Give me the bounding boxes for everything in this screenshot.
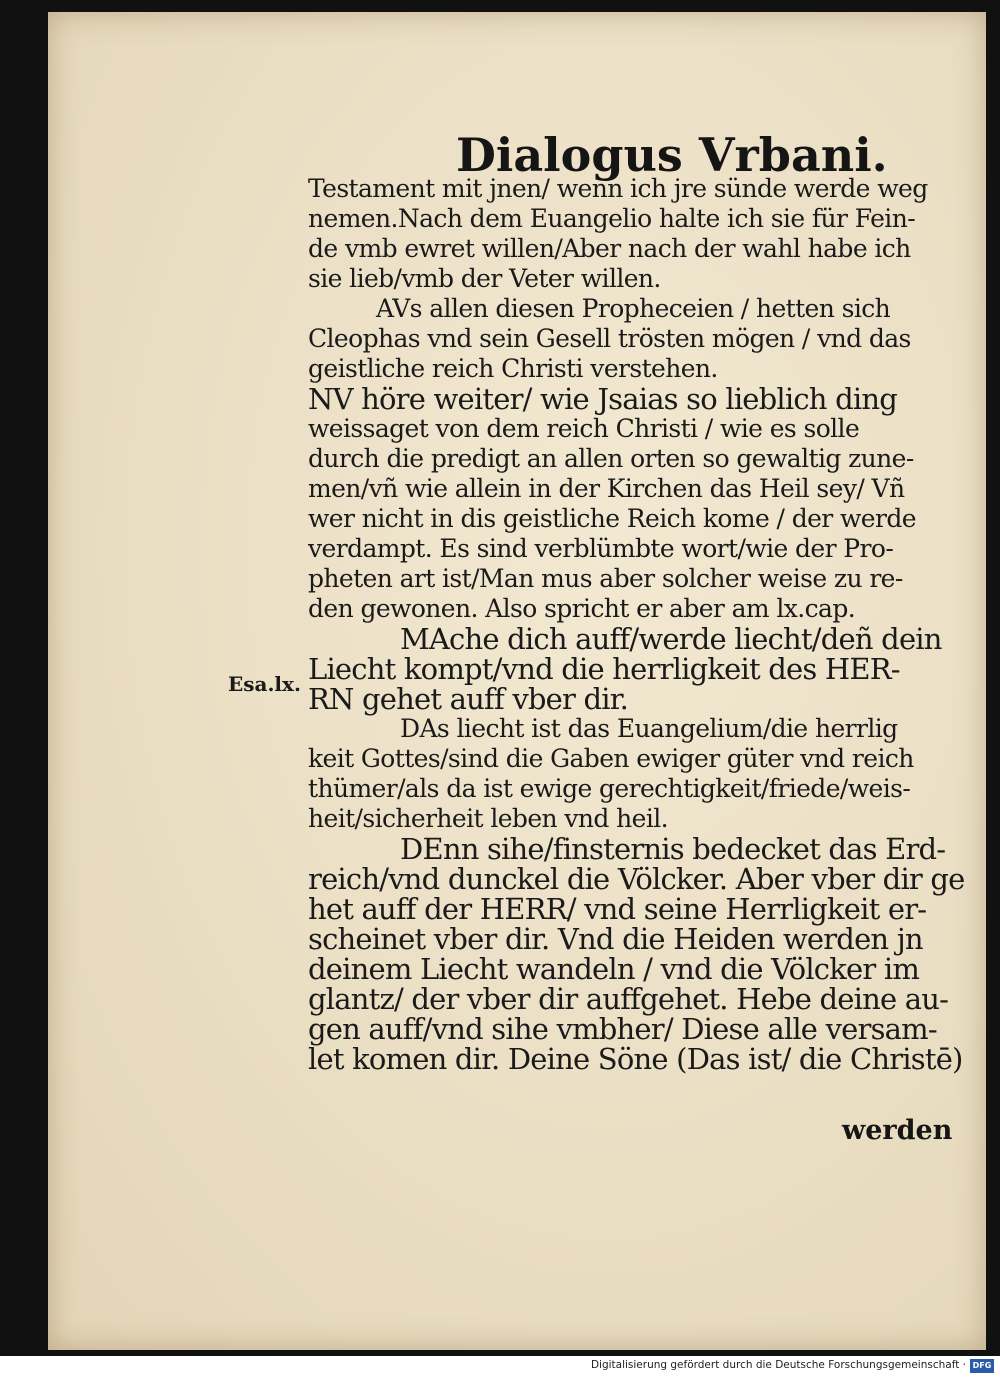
- text-line: verdampt. Es sind verblümbte wort/wie der Pro-: [308, 534, 894, 563]
- text-line: glantz/ der vber dir auffgehet. Hebe deine au-: [308, 982, 949, 1016]
- text-line: men/vñ wie allein in der Kirchen das Heil sey/ Vñ: [308, 474, 905, 503]
- text-line: thümer/als da ist ewige gerechtigkeit/friede/weis-: [308, 774, 911, 803]
- text-line: reich/vnd dunckel die Völcker. Aber vber dir ge: [308, 862, 965, 896]
- text-line: gen auff/vnd sihe vmbher/ Diese alle versam-: [308, 1012, 937, 1046]
- text-line: durch die predigt an allen orten so gewaltig zune-: [308, 444, 914, 473]
- text-line: MAche dich auff/werde liecht/deñ dein: [400, 622, 942, 656]
- text-line: deinem Liecht wandeln / vnd die Völcker im: [308, 952, 920, 986]
- text-line: Testament mit jnen/ wenn ich jre sünde werde weg: [308, 174, 928, 203]
- text-line: Cleophas vnd sein Gesell trösten mögen / vnd das: [308, 324, 911, 353]
- text-line: DEnn sihe/finsternis bedecket das Erd-: [400, 832, 946, 866]
- text-line: de vmb ewret willen/Aber nach der wahl habe ich: [308, 234, 911, 263]
- text-line: nemen.Nach dem Euangelio halte ich sie für Fein-: [308, 204, 916, 233]
- footer-bar: [0, 1356, 1000, 1377]
- text-line: AVs allen diesen Propheceien / hetten sich: [376, 294, 891, 323]
- funding-notice: Digitalisierung gefördert durch die Deutsche Forschungsgemeinschaft ·: [590, 1359, 966, 1371]
- text-line: DAs liecht ist das Euangelium/die herrlig: [400, 714, 898, 743]
- text-line: scheinet vber dir. Vnd die Heiden werden jn: [308, 922, 923, 956]
- text-line: let komen dir. Deine Söne (Das ist/ die Christē): [308, 1042, 963, 1076]
- text-line: het auff der HERR/ vnd seine Herrligkeit er-: [308, 892, 927, 926]
- text-line: NV höre weiter/ wie Jsaias so lieblich ding: [308, 382, 897, 416]
- body-text: [308, 174, 965, 1076]
- running-header: Dialogus Vrbani.: [456, 128, 888, 182]
- catchword: werden: [842, 1115, 953, 1146]
- text-line: geistliche reich Christi verstehen.: [308, 354, 718, 383]
- text-line: keit Gottes/sind die Gaben ewiger güter vnd reich: [308, 744, 914, 773]
- text-line: Liecht kompt/vnd die herrligkeit des HER-: [308, 652, 900, 686]
- text-line: pheten art ist/Man mus aber solcher weise zu re-: [308, 564, 903, 593]
- text-line: heit/sicherheit leben vnd heil.: [308, 804, 668, 833]
- text-line: sie lieb/vmb der Veter willen.: [308, 264, 661, 293]
- text-line: den gewonen. Also spricht er aber am lx.cap.: [308, 594, 856, 623]
- dfg-logo-icon: DFG: [970, 1359, 994, 1373]
- text-line: RN gehet auff vber dir.: [308, 682, 629, 716]
- text-line: weissaget von dem reich Christi / wie es solle: [308, 414, 860, 443]
- text-line: wer nicht in dis geistliche Reich kome / der werde: [308, 504, 916, 533]
- margin-note: Esa.lx.: [228, 672, 301, 696]
